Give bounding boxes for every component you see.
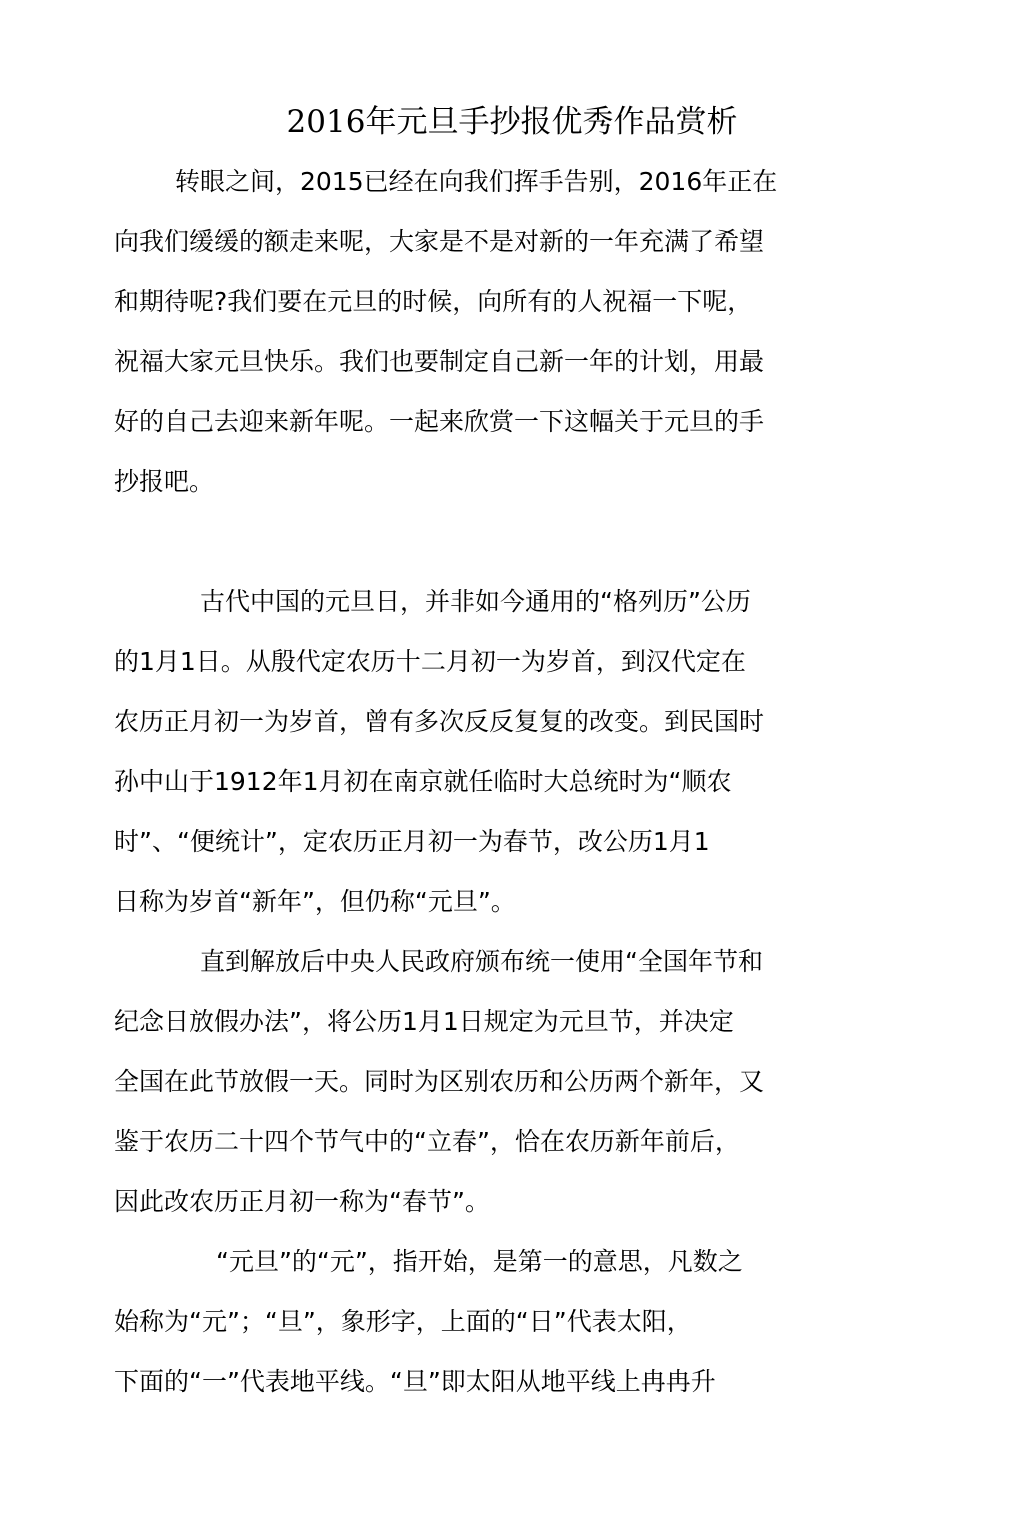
paragraph-line: 因此改农历正月初一称为“春节”。 [114, 1187, 490, 1216]
paragraph-line: 古代中国的元旦日，并非如今通用的“格列历”公历 [200, 587, 751, 616]
paragraph-line: 下面的“一”代表地平线。“旦”即太阳从地平线上冉冉升 [114, 1367, 716, 1396]
paragraph-line: 鉴于农历二十四个节气中的“立春”，恰在农历新年前后， [114, 1127, 740, 1156]
paragraph-line: 的1月1日。从殷代定农历十二月初一为岁首，到汉代定在 [114, 647, 746, 676]
paragraph-line: 孙中山于1912年1月初在南京就任临时大总统时为“顺农 [114, 767, 732, 796]
paragraph-line: 时”、“便统计”，定农历正月初一为春节，改公历1月1 [114, 827, 710, 856]
paragraph-line: 和期待呢?我们要在元旦的时候，向所有的人祝福一下呢， [114, 287, 753, 316]
document-title: 2016年元旦手抄报优秀作品赏析 [286, 104, 738, 140]
paragraph-line: 全国在此节放假一天。同时为区别农历和公历两个新年，又 [114, 1067, 765, 1096]
paragraph-line: 祝福大家元旦快乐。我们也要制定自己新一年的计划，用最 [114, 347, 765, 376]
paragraph-line: 转眼之间，2015已经在向我们挥手告别，2016年正在 [175, 167, 778, 196]
paragraph-line: 直到解放后中央人民政府颁布统一使用“全国年节和 [200, 947, 763, 976]
paragraph-line: 日称为岁首“新年”，但仍称“元旦”。 [114, 887, 516, 916]
paragraph-line: 农历正月初一为岁首，曾有多次反反复复的改变。到民国时 [114, 707, 765, 736]
paragraph-line: “元旦”的“元”，指开始，是第一的意思，凡数之 [216, 1247, 743, 1276]
paragraph-line: 始称为“元”；“旦”，象形字，上面的“日”代表太阳， [114, 1307, 692, 1336]
paragraph-line: 好的自己去迎来新年呢。一起来欣赏一下这幅关于元旦的手 [114, 407, 765, 436]
paragraph-line: 向我们缓缓的额走来呢，大家是不是对新的一年充满了希望 [114, 227, 765, 256]
paragraph-line: 抄报吧。 [114, 467, 215, 496]
paragraph-line: 纪念日放假办法”，将公历1月1日规定为元旦节，并决定 [114, 1007, 734, 1036]
